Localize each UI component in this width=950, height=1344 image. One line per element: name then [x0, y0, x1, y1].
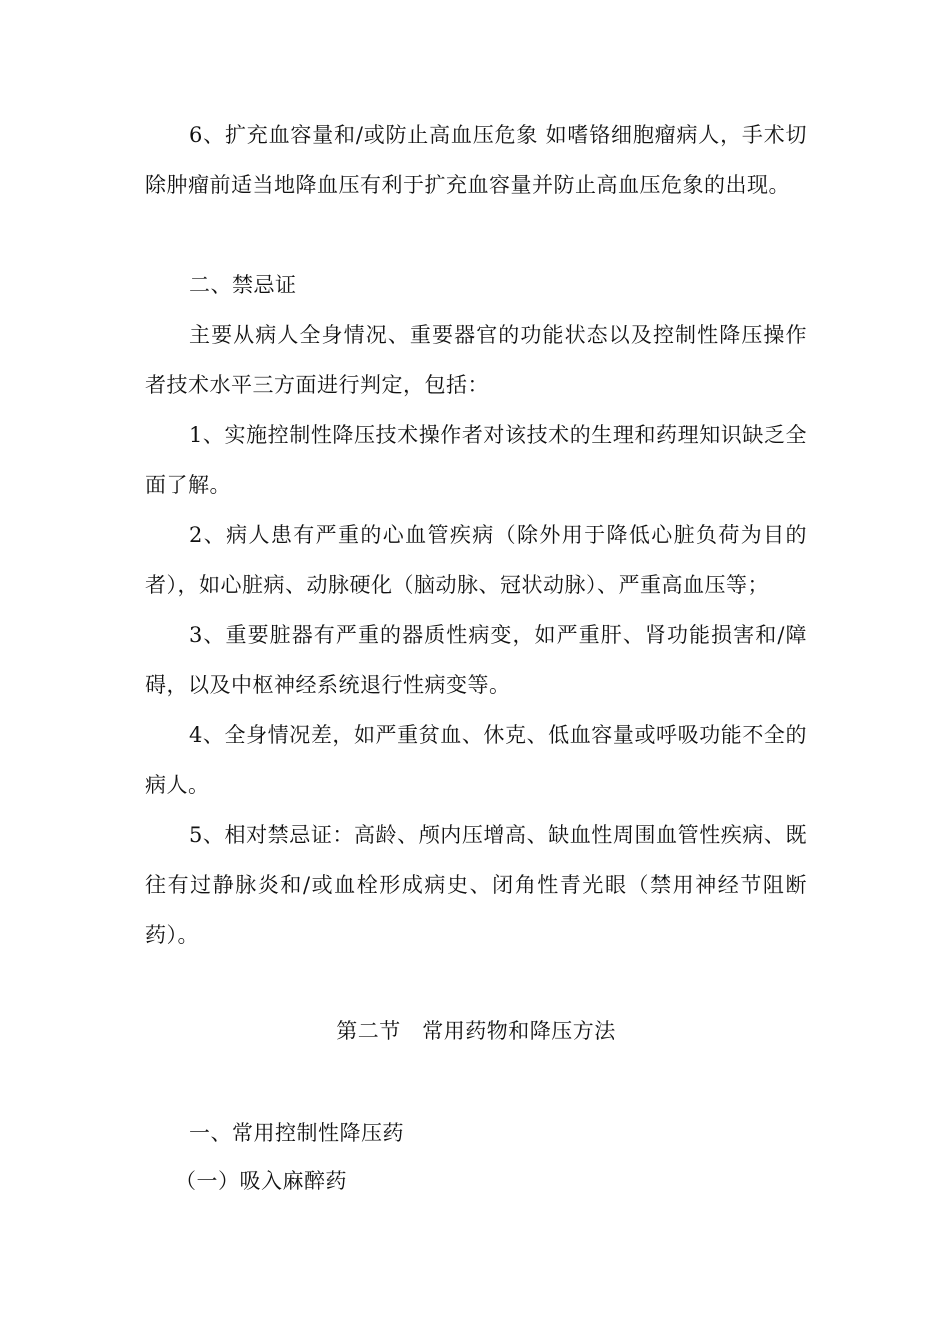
paragraph-contraindication-5: 5、相对禁忌证：高龄、颅内压增高、缺血性周围血管性疾病、既往有过静脉炎和/或血栓形成病史、闭角性青光眼（禁用神经节阻断药）。 — [145, 823, 807, 947]
heading-inhalation-anesthetics: （一）吸入麻醉药 — [175, 1169, 347, 1193]
paragraph-expand-blood-volume: 6、扩充血容量和/或防止高血压危象 如嗜铬细胞瘤病人，手术切除肿瘤前适当地降血压有利于扩充血容量并防止高血压危象的出现。 — [145, 123, 807, 197]
paragraph-contraindication-1: 1、实施控制性降压技术操作者对该技术的生理和药理知识缺乏全面了解。 — [145, 423, 807, 497]
paragraph-contraindications-intro: 主要从病人全身情况、重要器官的功能状态以及控制性降压操作者技术水平三方面进行判定，包括： — [145, 323, 807, 397]
heading-common-drugs: 一、常用控制性降压药 — [189, 1121, 404, 1145]
paragraph-contraindication-3: 3、重要脏器有严重的器质性病变，如严重肝、肾功能损害和/障碍，以及中枢神经系统退行性病变等。 — [145, 623, 807, 697]
section-title: 第二节 常用药物和降压方法 — [336, 1019, 616, 1043]
paragraph-contraindication-2: 2、病人患有严重的心血管疾病（除外用于降低心脏负荷为目的者），如心脏病、动脉硬化（脑动脉、冠状动脉）、严重高血压等； — [145, 523, 807, 597]
paragraph-contraindication-4: 4、全身情况差，如严重贫血、休克、低血容量或呼吸功能不全的病人。 — [145, 723, 807, 797]
heading-contraindications: 二、禁忌证 — [189, 273, 297, 297]
